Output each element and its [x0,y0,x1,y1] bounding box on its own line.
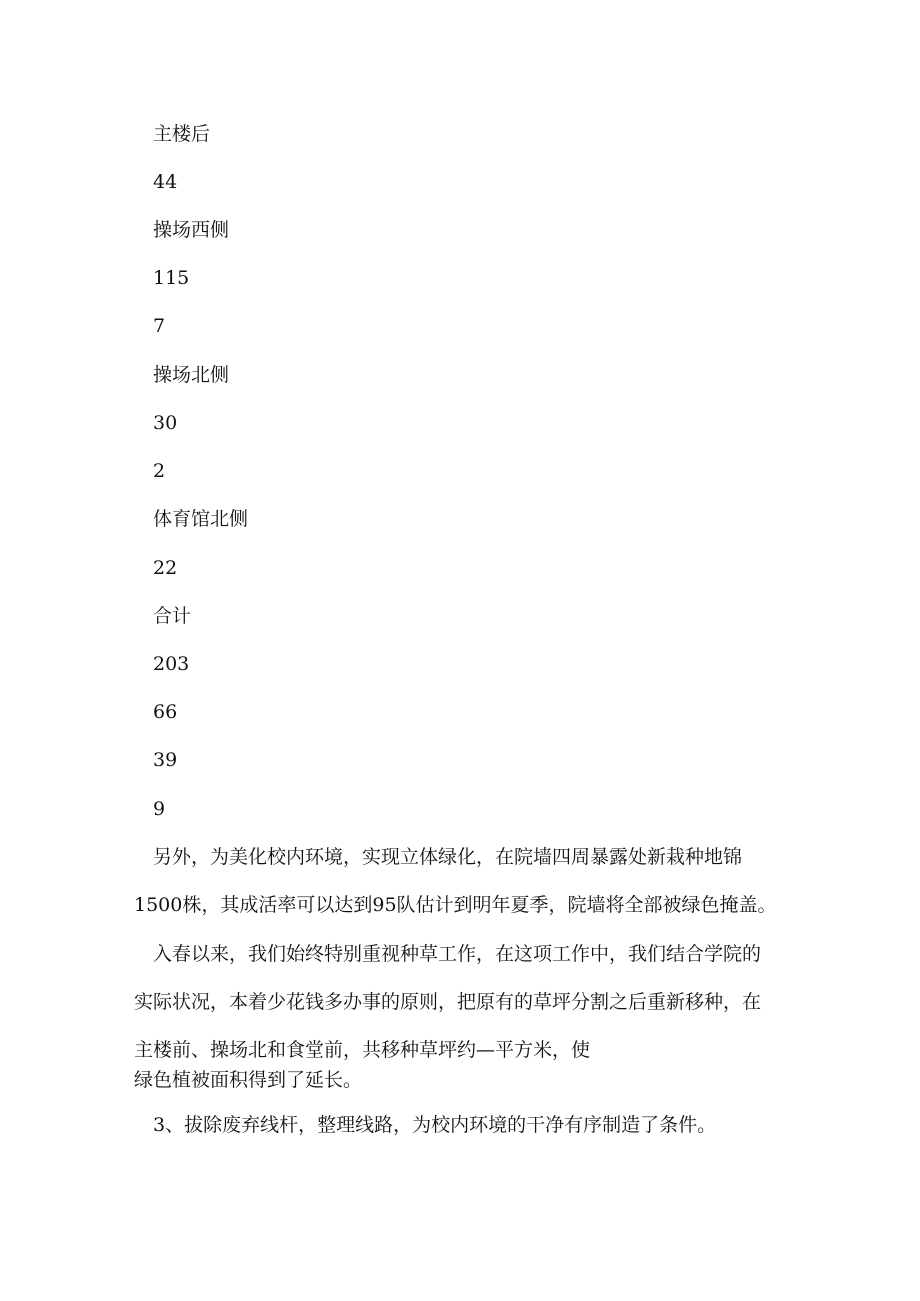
table-cell-value: 66 [153,701,178,723]
table-cell-value: 39 [153,749,178,771]
paragraph-1-line-2: 1500株，其成活率可以达到95队估计到明年夏季，院墙将全部被绿色掩盖。 [134,894,777,916]
table-cell-value: 203 [153,653,190,675]
table-cell-location: 体育馆北侧 [153,508,249,530]
table-cell-value: 9 [153,798,166,820]
table-cell-value: 30 [153,412,178,434]
table-cell-total-label: 合计 [153,605,192,627]
table-cell-location: 操场北侧 [153,364,230,386]
table-cell-value: 2 [153,460,166,482]
paragraph-1-line-1: 另外，为美化校内环境，实现立体绿化，在院墙四周暴露处新栽种地锦 [153,846,743,868]
paragraph-2-line-2: 实际状况，本着少花钱多办事的原则，把原有的草坪分割之后重新移种，在 [134,991,762,1013]
paragraph-3-line-1: 3、拔除废弃线杆，整理线路，为校内环境的干净有序制造了条件。 [153,1114,717,1136]
paragraph-2-line-3: 主楼前、操场北和食堂前，共移种草坪约—平方米，使 [134,1039,591,1061]
table-cell-value: 22 [153,557,178,579]
paragraph-2-line-1: 入春以来，我们始终特别重视种草工作，在这项工作中，我们结合学院的 [153,943,762,965]
table-cell-value: 115 [153,267,190,289]
table-cell-location: 主楼后 [153,123,211,145]
table-cell-location: 操场西侧 [153,219,230,241]
table-cell-value: 7 [153,315,166,337]
table-cell-value: 44 [153,171,178,193]
paragraph-2-line-4: 绿色植被面积得到了延长。 [134,1069,363,1091]
